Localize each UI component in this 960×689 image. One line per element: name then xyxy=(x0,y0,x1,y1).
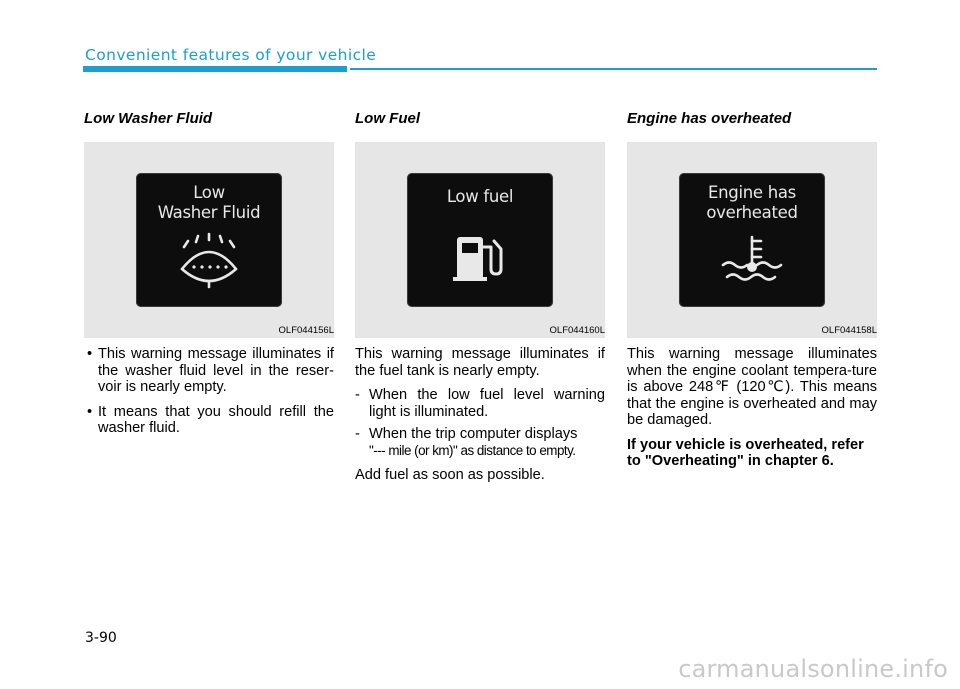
cluster-display xyxy=(407,173,553,307)
coolant-temperature-icon xyxy=(679,173,825,307)
list-item-text: When the trip computer displays xyxy=(369,426,578,442)
section-body xyxy=(84,346,334,437)
section-title: Engine has overheated xyxy=(627,110,792,127)
list-item: • This warning message illuminates if the washer fluid level in the reser-voir is nearly empty. xyxy=(84,346,334,396)
section-title: Low Fuel xyxy=(355,110,420,127)
list-item: • It means that you should refill the washer fluid. xyxy=(84,404,334,437)
paragraph: This warning message illuminates if the fuel tank is nearly empty. xyxy=(355,346,605,379)
list-item xyxy=(355,426,605,459)
section-body xyxy=(355,346,605,484)
cluster-display xyxy=(136,173,282,307)
figure-code: OLF044160L xyxy=(549,325,605,336)
column-low-washer-fluid xyxy=(84,110,334,445)
column-engine-overheated xyxy=(627,110,877,478)
paragraph: This warning message illuminates when the engine coolant tempera-ture is above 248℉ (120℃). This means that the engine is overheated and may be damaged. xyxy=(627,346,877,428)
windshield-washer-icon xyxy=(136,173,282,307)
section-body xyxy=(627,346,877,470)
watermark: carmanualsonline.info xyxy=(678,655,948,683)
page-number: 3-90 xyxy=(85,630,117,646)
header-title: Convenient features of your vehicle xyxy=(85,46,377,64)
section-title: Low Washer Fluid xyxy=(84,110,213,127)
display-text: Low Washer Fluid xyxy=(157,183,261,222)
figure-code: OLF044158L xyxy=(821,325,877,336)
cluster-display xyxy=(679,173,825,307)
display-text: Engine has overheated xyxy=(706,183,798,222)
bold-note: If your vehicle is overheated, refer to "Overheating" in chapter 6. xyxy=(627,436,864,469)
fuel-pump-icon xyxy=(407,173,553,307)
figure-code: OLF044156L xyxy=(278,325,334,336)
list-item-continuation: "--- mile (or km)" as distance to empty. xyxy=(369,442,576,458)
header-bar-thick xyxy=(83,66,347,72)
list-item: - When the low fuel level warning light is illuminated. xyxy=(355,387,605,420)
column-low-fuel xyxy=(355,110,605,492)
header-bar-thin xyxy=(350,68,877,70)
display-text: Low fuel xyxy=(446,187,514,206)
figure-panel xyxy=(355,142,605,338)
figure-panel xyxy=(84,142,334,338)
figure-panel xyxy=(627,142,877,338)
paragraph: Add fuel as soon as possible. xyxy=(355,467,545,483)
